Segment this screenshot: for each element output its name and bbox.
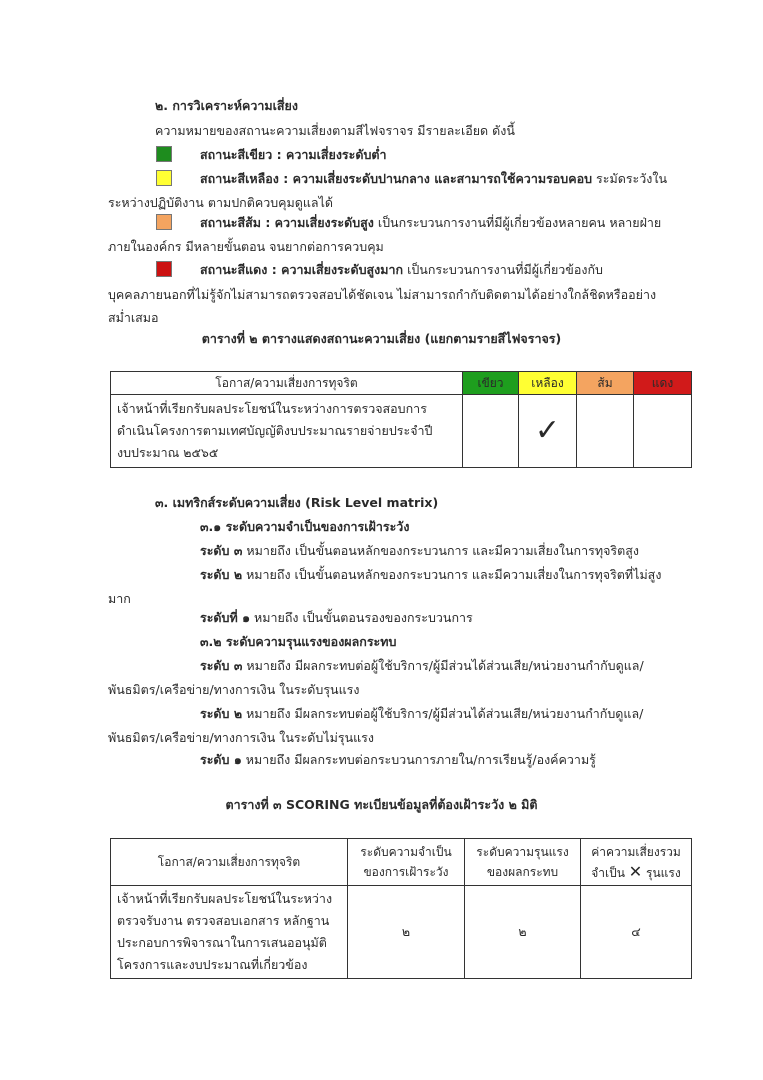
level-text: หมายถึง มีผลกระทบต่อกระบวนการภายใน/การเรียนรู้/องค์ความรู้ (245, 752, 596, 767)
legend-red-cont-1: บุคคลภายนอกที่ไม่รู้จักไม่สามารถตรวจสอบได้ชัดเจน ไม่สามารถกำกับติดตามได้อย่างใกล้ชิดหรืออย่าง (108, 287, 657, 302)
yellow-swatch (156, 170, 172, 186)
header-severity (465, 839, 581, 886)
section-3-2-heading: ๓.๒ ระดับความรุนแรงของผลกระทบ (200, 634, 397, 649)
risk-desc-line: โครงการและงบประมาณที่เกี่ยวข้อง (117, 957, 308, 972)
orange-swatch (156, 214, 172, 230)
level-label: ระดับที่ ๑ (200, 610, 251, 625)
legend-yellow-label: สถานะสีเหลือง : ความเสี่ยงระดับปานกลาง และสามารถใช้ความรอบคอบ (200, 171, 593, 186)
risk-desc-line: งบประมาณ ๒๕๖๕ (117, 445, 219, 460)
risk-description (111, 886, 348, 979)
level-2-need-cont: มาก (108, 591, 131, 606)
multiply-icon: ✕ (628, 861, 643, 881)
total-score: ๔ (581, 886, 692, 979)
level-2-need (200, 565, 661, 585)
level-3-need (200, 541, 639, 561)
header-line: จำเป็น (591, 865, 625, 880)
table-row (111, 886, 692, 979)
header-line: ของผลกระทบ (486, 865, 559, 879)
table-2-caption: ตารางที่ ๒ ตารางแสดงสถานะความเสี่ยง (แยกตามรายสีไฟจราจร) (201, 331, 562, 346)
section-3-1-heading: ๓.๑ ระดับความจำเป็นของการเฝ้าระวัง (200, 519, 410, 534)
need-score: ๒ (348, 886, 465, 979)
header-line: ของการเฝ้าระวัง (363, 865, 449, 879)
legend-red-desc: เป็นกระบวนการงานที่มีผู้เกี่ยวข้องกับ (407, 262, 603, 277)
legend-yellow-desc: ระมัดระวังใน (596, 171, 668, 186)
header-red: แดง (634, 372, 692, 395)
level-label: ระดับ ๓ (200, 543, 243, 558)
level-2-severity-cont: พันธมิตร/เครือข่าย/ทางการเงิน ในระดับไม่รุนแรง (108, 730, 374, 745)
cell-red (634, 395, 692, 468)
table-header-row (111, 372, 692, 395)
header-yellow: เหลือง (519, 372, 577, 395)
header-line: ระดับความจำเป็น (360, 845, 452, 859)
table-3-caption: ตารางที่ ๓ SCORING ทะเบียนข้อมูลที่ต้องเฝ้าระวัง ๒ มิติ (225, 797, 538, 812)
cell-yellow (519, 395, 577, 468)
cell-orange (577, 395, 634, 468)
risk-desc-line: ตรวจรับงาน ตรวจสอบเอกสาร หลักฐาน (117, 913, 330, 928)
level-text: หมายถึง เป็นขั้นตอนหลักของกระบวนการ และมีความเสี่ยงในการทุจริตสูง (246, 543, 639, 558)
legend-orange (200, 213, 661, 233)
scoring-table (110, 838, 692, 979)
green-swatch (156, 146, 172, 162)
section-2-intro: ความหมายของสถานะความเสี่ยงตามสีไฟจราจร มีรายละเอียด ดังนี้ (155, 123, 515, 138)
risk-description (111, 395, 463, 468)
level-3-severity-cont: พันธมิตร/เครือข่าย/ทางการเงิน ในระดับรุนแรง (108, 682, 360, 697)
legend-yellow-cont: ระหว่างปฏิบัติงาน ตามปกติควบคุมดูแลได้ (108, 195, 333, 210)
checkmark-icon: ✓ (534, 413, 561, 448)
header-line: รุนแรง (646, 865, 681, 880)
table-row (111, 395, 692, 468)
level-label: ระดับ ๑ (200, 752, 242, 767)
level-3-severity (200, 656, 644, 676)
legend-orange-label: สถานะสีส้ม : ความเสี่ยงระดับสูง (200, 215, 374, 230)
legend-red-cont-2: สม่ำเสมอ (108, 310, 159, 325)
level-2-severity (200, 704, 643, 724)
legend-orange-desc: เป็นกระบวนการงานที่มีผู้เกี่ยวข้องหลายคน หลายฝ่าย (377, 215, 662, 230)
header-risk: โอกาส/ความเสี่ยงการทุจริต (111, 372, 463, 395)
legend-green-label: สถานะสีเขียว : ความเสี่ยงระดับต่ำ (200, 147, 387, 162)
level-1-severity (200, 750, 596, 770)
level-text: หมายถึง เป็นขั้นตอนหลักของกระบวนการ และมีความเสี่ยงในการทุจริตที่ไม่สูง (246, 567, 662, 582)
header-risk: โอกาส/ความเสี่ยงการทุจริต (111, 839, 348, 886)
legend-red-label: สถานะสีแดง : ความเสี่ยงระดับสูงมาก (200, 262, 404, 277)
red-swatch (156, 261, 172, 277)
severity-score: ๒ (465, 886, 581, 979)
risk-desc-line: เจ้าหน้าที่เรียกรับผลประโยชน์ในระหว่าง (117, 891, 333, 906)
header-need (348, 839, 465, 886)
level-text: หมายถึง มีผลกระทบต่อผู้ใช้บริการ/ผู้มีส่วนได้ส่วนเสีย/หน่วยงานกำกับดูแล/ (246, 658, 644, 673)
section-3-heading: ๓. เมทริกส์ระดับความเสี่ยง (Risk Level matrix) (155, 495, 439, 510)
header-line: ค่าความเสี่ยงรวม (591, 844, 681, 859)
table-header-row (111, 839, 692, 886)
header-total (581, 839, 692, 886)
header-line: ระดับความรุนแรง (476, 845, 569, 859)
legend-yellow (200, 169, 667, 189)
header-orange: ส้ม (577, 372, 634, 395)
level-label: ระดับ ๓ (200, 658, 243, 673)
level-text: หมายถึง เป็นขั้นตอนรองของกระบวนการ (254, 610, 473, 625)
level-label: ระดับ ๒ (200, 706, 243, 721)
risk-status-table (110, 371, 692, 468)
section-2-heading: ๒. การวิเคราะห์ความเสี่ยง (155, 98, 298, 113)
legend-red (200, 260, 603, 280)
risk-desc-line: ดำเนินโครงการตามเทศบัญญัติงบประมาณรายจ่ายประจำปี (117, 423, 433, 438)
level-label: ระดับ ๒ (200, 567, 243, 582)
header-green: เขียว (463, 372, 519, 395)
legend-green (200, 145, 387, 165)
risk-desc-line: เจ้าหน้าที่เรียกรับผลประโยชน์ในระหว่างการตรวจสอบการ (117, 401, 427, 416)
risk-desc-line: ประกอบการพิจารณาในการเสนออนุมัติ (117, 935, 327, 950)
legend-orange-cont: ภายในองค์กร มีหลายขั้นตอน จนยากต่อการควบคุม (108, 239, 384, 254)
level-text: หมายถึง มีผลกระทบต่อผู้ใช้บริการ/ผู้มีส่วนได้ส่วนเสีย/หน่วยงานกำกับดูแล/ (246, 706, 644, 721)
cell-green (463, 395, 519, 468)
level-1-need (200, 608, 473, 628)
